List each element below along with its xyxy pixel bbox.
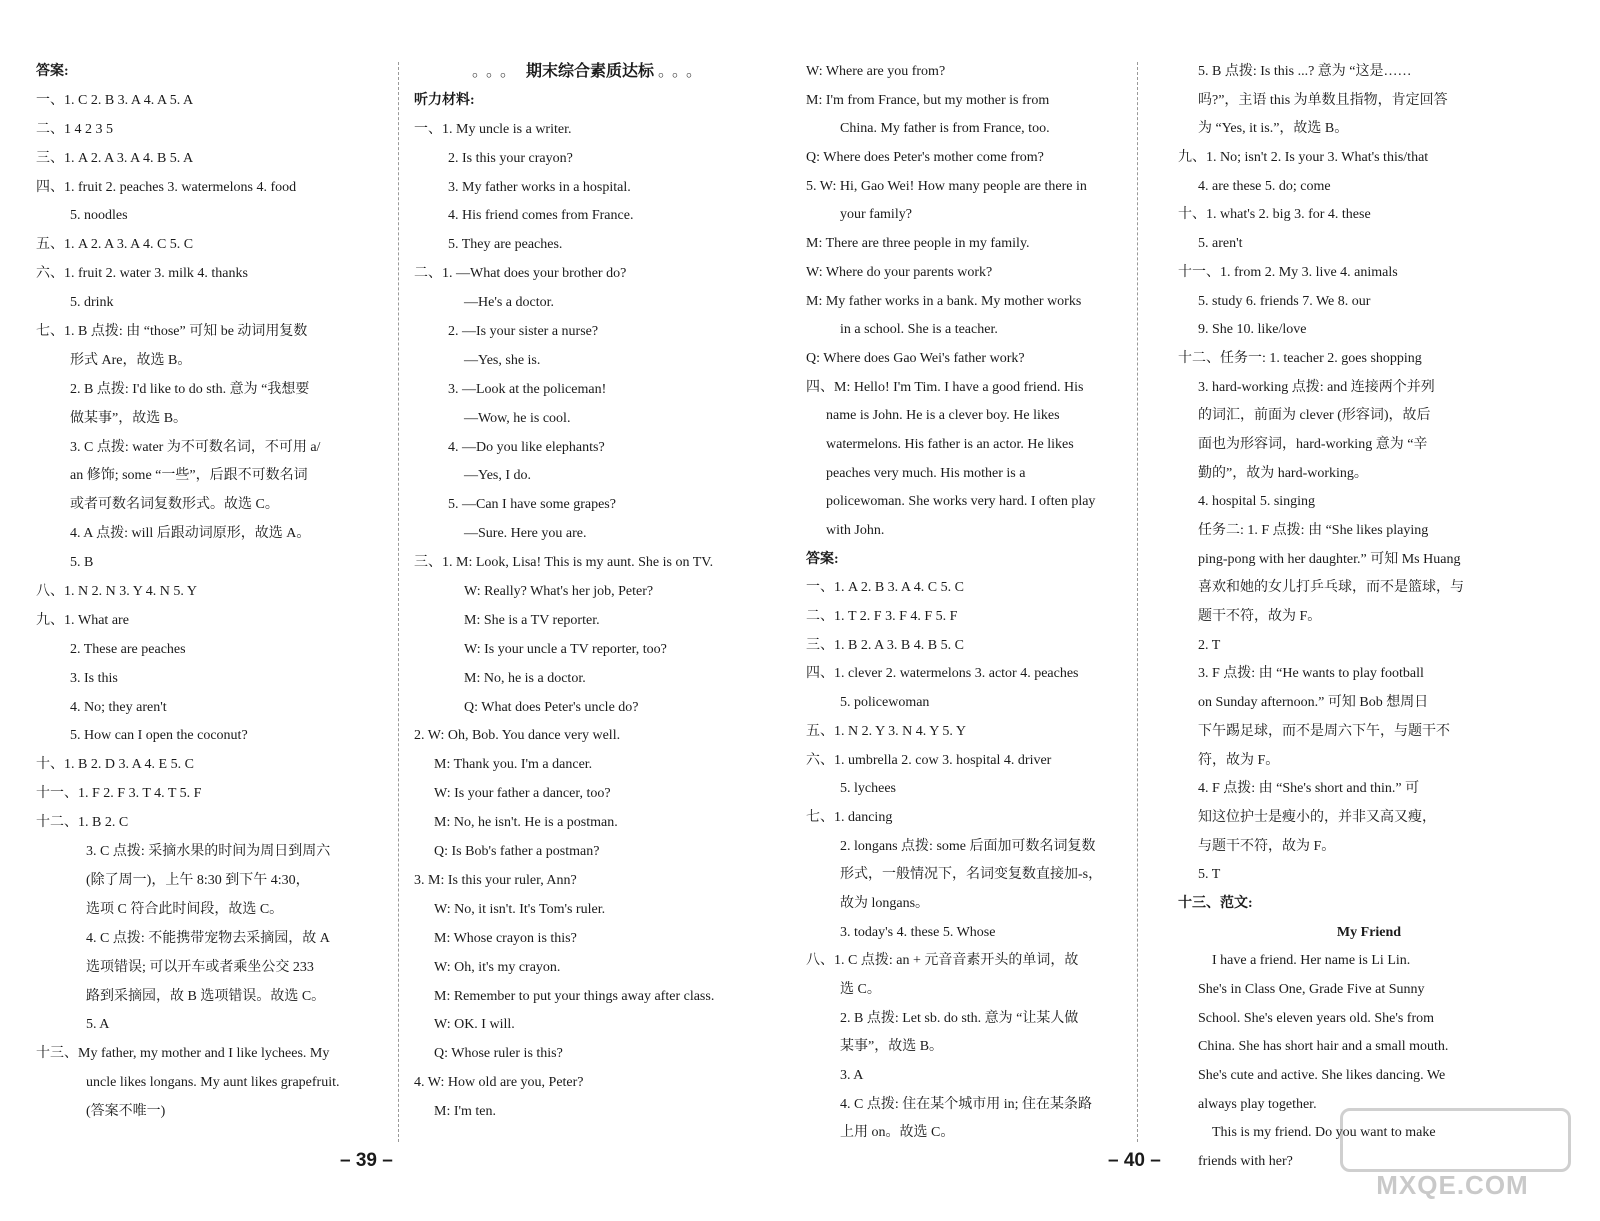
text-line: 与题干不符，故为 F。 [1198,838,1336,854]
text-line: She's cute and active. She likes dancing. We [1198,1068,1446,1084]
text-line: 为 “Yes, it is.”，故选 B。 [1198,121,1349,137]
answer-column-2 [414,58,766,1127]
text-line: M: There are three people in my family. [806,236,1030,252]
text-line: 吗?”，主语 this 为单数且指物，肯定回答 [1198,92,1448,108]
text-line: always play together. [1198,1096,1317,1112]
text-line: 5. W: Hi, Gao Wei! How many people are there in [806,178,1087,194]
text-line: name is John. He is a clever boy. He likes [826,408,1060,424]
text-line: 十一、1. from 2. My 3. live 4. animals [1178,264,1398,280]
text-line: on Sunday afternoon.” 可知 Bob 想周日 [1198,695,1429,711]
text-line: 的词汇，前面为 clever (形容词)，故后 [1198,408,1431,424]
text-line: 4. A 点拨: will 后跟动词原形，故选 A。 [70,526,311,542]
text-line: friends with her? [1198,1154,1293,1170]
text-line: 5. A [86,1017,110,1033]
text-line: 四、1. fruit 2. peaches 3. watermelons 4. food [36,179,297,195]
text-line: W: Where do your parents work? [806,264,993,280]
text-line: 五、1. N 2. Y 3. N 4. Y 5. Y [806,723,966,739]
text-line: 2. Is this your crayon? [448,150,573,166]
text-line: 4. No; they aren't [70,699,167,715]
text-line: 十、1. what's 2. big 3. for 4. these [1178,207,1371,223]
text-line: 3. F 点拨: 由 “He wants to play football [1198,666,1424,682]
text-line: peaches very much. His mother is a [826,465,1026,481]
text-line: School. She's eleven years old. She's from [1198,1010,1435,1026]
text-line: M: Whose crayon is this? [434,930,577,946]
text-line: 二、1 4 2 3 5 [36,121,113,137]
text-line: 路到采摘园，故 B 选项错误。故选 C。 [86,988,326,1004]
section-title-text: 期末综合素质达标 [525,63,654,80]
text-line: Q: Where does Gao Wei's father work? [806,350,1025,366]
text-line: 二、1. —What does your brother do? [414,266,627,282]
text-line: 4. F 点拨: 由 “She's short and thin.” 可 [1198,781,1420,797]
text-line: 3. A [840,1068,864,1084]
text-line: 任务二: 1. F 点拨: 由 “She likes playing [1198,523,1429,538]
text-line: 3. C 点拨: water 为不可数名词，不可用 a/ [70,439,321,455]
text-line: W: Is your uncle a TV reporter, too? [464,641,667,657]
text-line: 一、1. My uncle is a writer. [414,121,572,137]
text-line: M: My father works in a bank. My mother works [806,293,1082,309]
text-line: 3. M: Is this your ruler, Ann? [414,872,577,888]
text-line: 六、1. fruit 2. water 3. milk 4. thanks [36,266,248,282]
text-line: 2. B 点拨: Let sb. do sth. 意为 “让某人做 [840,1010,1079,1026]
text-line: 2. —Is your sister a nurse? [448,324,599,340]
text-line: 答案: [806,551,839,567]
text-line: I have a friend. Her name is Li Lin. [1212,953,1411,969]
text-line: 十一、1. F 2. F 3. T 4. T 5. F [36,786,202,802]
text-line: W: No, it isn't. It's Tom's ruler. [434,901,606,917]
text-line: 下午踢足球，而不是周六下午，与题干不 [1198,723,1450,739]
text-line: W: Where are you from? [806,64,946,79]
text-line: 或者可数名词复数形式。故选 C。 [70,497,279,513]
text-line: 3. C 点拨: 采摘水果的时间为周日到周六 [86,844,331,860]
text-line: She's in Class One, Grade Five at Sunny [1198,982,1425,997]
column-divider [398,62,399,1142]
text-line: 十二、1. B 2. C [36,815,129,831]
text-line: 三、1. A 2. A 3. A 4. B 5. A [36,150,194,166]
text-line: 十二、任务一: 1. teacher 2. goes shopping [1178,350,1422,366]
text-line: 4. are these 5. do; come [1198,178,1331,194]
text-line: (除了周一)，上午 8:30 到下午 4:30， [86,872,310,888]
text-line: in a school. She is a teacher. [840,322,998,338]
text-line: 5. aren't [1198,236,1243,252]
text-line: 八、1. N 2. N 3. Y 4. N 5. Y [36,584,197,600]
text-line: 5. policewoman [840,695,930,711]
text-line: —Yes, I do. [464,468,532,484]
text-line: your family? [840,207,912,223]
text-line: 5. B 点拨: Is this ...? 意为 “这是…… [1198,64,1412,79]
title-dots-right: 。。。 [658,63,709,80]
text-line: —He's a doctor. [464,295,555,311]
title-dots-left: 。。。 [471,63,522,80]
text-line: 某事”，故选 B。 [840,1039,944,1055]
watermark-text: MXQE.COM [1376,1170,1529,1200]
text-line: 5. T [1198,867,1221,883]
text-line: M: No, he is a doctor. [464,670,586,686]
text-line: 5. study 6. friends 7. We 8. our [1198,293,1371,309]
answer-column-4 [1178,58,1560,1177]
text-line: uncle likes longans. My aunt likes grapefruit. [86,1075,340,1091]
text-line: 5. lychees [840,781,896,797]
text-line: 2. longans 点拨: some 后面加可数名词复数 [840,838,1096,854]
text-line: 面也为形容词，hard-working 意为 “辛 [1198,436,1428,452]
text-line: 八、1. C 点拨: an + 元音音素开头的单词，故 [806,953,1079,969]
text-line: 听力材料: [414,92,475,108]
text-line: 上用 on。故选 C。 [840,1125,955,1141]
page-number-left: – 39 – [340,1150,393,1171]
text-line: 六、1. umbrella 2. cow 3. hospital 4. driver [806,752,1052,768]
text-line: 十、1. B 2. D 3. A 4. E 5. C [36,757,194,773]
text-line: 形式 Are，故选 B。 [70,352,192,368]
page-number-right: – 40 – [1108,1150,1161,1171]
text-line: 一、1. A 2. B 3. A 4. C 5. C [806,580,964,596]
text-line: 2. T [1198,637,1221,653]
text-line: 3. today's 4. these 5. Whose [840,924,996,940]
text-line: 九、1. What are [36,612,129,628]
text-line: 十三、My father, my mother and I like lychees. My [36,1046,330,1062]
text-line: China. She has short hair and a small mouth. [1198,1039,1449,1055]
text-line: 符，故为 F。 [1198,752,1280,768]
text-line: 9. She 10. like/love [1198,322,1307,338]
text-line: 五、1. A 2. A 3. A 4. C 5. C [36,237,194,253]
section-title [414,58,766,87]
text-line: 4. His friend comes from France. [448,208,634,224]
watermark-badge-icon [1340,1108,1571,1172]
text-line: 选项错误; 可以开车或者乘坐公交 233 [86,959,314,975]
text-line: 知这位护士是瘦小的，并非又高又瘦， [1198,809,1436,825]
text-line: Q: What does Peter's uncle do? [464,699,639,715]
text-line: 形式，一般情况下，名词变复数直接加-s， [840,867,1103,883]
text-line: 七、1. B 点拨: 由 “those” 可知 be 动词用复数 [36,324,308,340]
text-line: 三、1. B 2. A 3. B 4. B 5. C [806,637,964,653]
text-line: 3. hard-working 点拨: and 连接两个并列 [1198,379,1435,395]
text-line: Q: Whose ruler is this? [434,1046,563,1062]
text-line: an 修饰; some “一些”，后跟不可数名词 [70,468,308,484]
text-line: 4. C 点拨: 不能携带宠物去采摘园，故 A [86,930,330,946]
text-line: 5. How can I open the coconut? [70,728,248,744]
essay-title: My Friend [1336,924,1402,940]
text-line: 4. hospital 5. singing [1198,494,1316,510]
text-line: —Yes, she is. [464,352,541,368]
text-line: W: Is your father a dancer, too? [434,786,611,802]
text-line: 勤的”，故为 hard-working。 [1198,465,1368,481]
answer-column-1 [36,58,388,1127]
text-line: 选项 C 符合此时间段，故选 C。 [86,901,284,917]
text-line: 九、1. No; isn't 2. Is your 3. What's this/that [1178,150,1429,166]
text-line: policewoman. She works very hard. I often play [826,494,1096,510]
text-line: 5. —Can I have some grapes? [448,497,616,513]
text-line: 二、1. T 2. F 3. F 4. F 5. F [806,609,958,625]
text-line: watermelons. His father is an actor. He likes [826,436,1074,452]
text-line: 七、1. dancing [806,809,893,825]
text-line: Q: Is Bob's father a postman? [434,844,600,860]
text-line: M: No, he isn't. He is a postman. [434,815,618,831]
text-line: 5. drink [70,295,114,311]
text-line: Q: Where does Peter's mother come from? [806,150,1044,166]
text-line: 3. My father works in a hospital. [448,179,631,195]
text-line: M: I'm ten. [434,1104,497,1120]
text-line: (答案不唯一) [86,1104,166,1120]
text-line: 2. W: Oh, Bob. You dance very well. [414,728,621,744]
text-line: M: I'm from France, but my mother is from [806,92,1050,108]
text-line: ping-pong with her daughter.” 可知 Ms Huang [1198,551,1461,567]
text-line: M: She is a TV reporter. [464,612,600,628]
text-line: 选 C。 [840,982,881,997]
text-line: —Sure. Here you are. [464,526,587,542]
text-line: W: Oh, it's my crayon. [434,959,561,975]
text-line: 答案: [36,64,69,79]
text-line: 4. —Do you like elephants? [448,439,605,455]
text-line: 4. W: How old are you, Peter? [414,1075,584,1091]
text-line: 喜欢和她的女儿打乒乓球，而不是篮球，与 [1198,580,1464,596]
text-line: 题干不符，故为 F。 [1198,609,1322,625]
text-line: 5. noodles [70,208,128,224]
text-line: China. My father is from France, too. [840,121,1050,137]
text-line: 4. C 点拨: 住在某个城市用 in; 住在某条路 [840,1096,1093,1112]
text-line: —Wow, he is cool. [464,410,571,426]
text-line: 一、1. C 2. B 3. A 4. A 5. A [36,92,194,108]
text-line: 2. B 点拨: I'd like to do sth. 意为 “我想要 [70,381,310,397]
text-line: with John. [826,523,885,538]
text-line: M: Remember to put your things away after class. [434,988,715,1004]
text-line: 3. Is this [70,670,118,686]
text-line: 四、M: Hello! I'm Tim. I have a good friend. His [806,379,1084,395]
text-line: This is my friend. Do you want to make [1212,1125,1436,1141]
text-line: 做某事”，故选 B。 [70,410,188,426]
text-line: 5. They are peaches. [448,237,563,253]
text-line: 十三、范文: [1178,895,1253,911]
text-line: W: OK. I will. [434,1017,515,1033]
text-line: 3. —Look at the policeman! [448,381,607,397]
text-line: 5. B [70,555,94,571]
text-line: 四、1. clever 2. watermelons 3. actor 4. peaches [806,666,1079,682]
watermark-logo [1340,1108,1565,1204]
text-line: W: Really? What's her job, Peter? [464,584,654,600]
text-line: 故为 longans。 [840,895,930,911]
text-line: 三、1. M: Look, Lisa! This is my aunt. She is on TV. [414,555,714,571]
text-line: M: Thank you. I'm a dancer. [434,757,593,773]
answer-column-3 [806,58,1158,1148]
text-line: 2. These are peaches [70,641,186,657]
